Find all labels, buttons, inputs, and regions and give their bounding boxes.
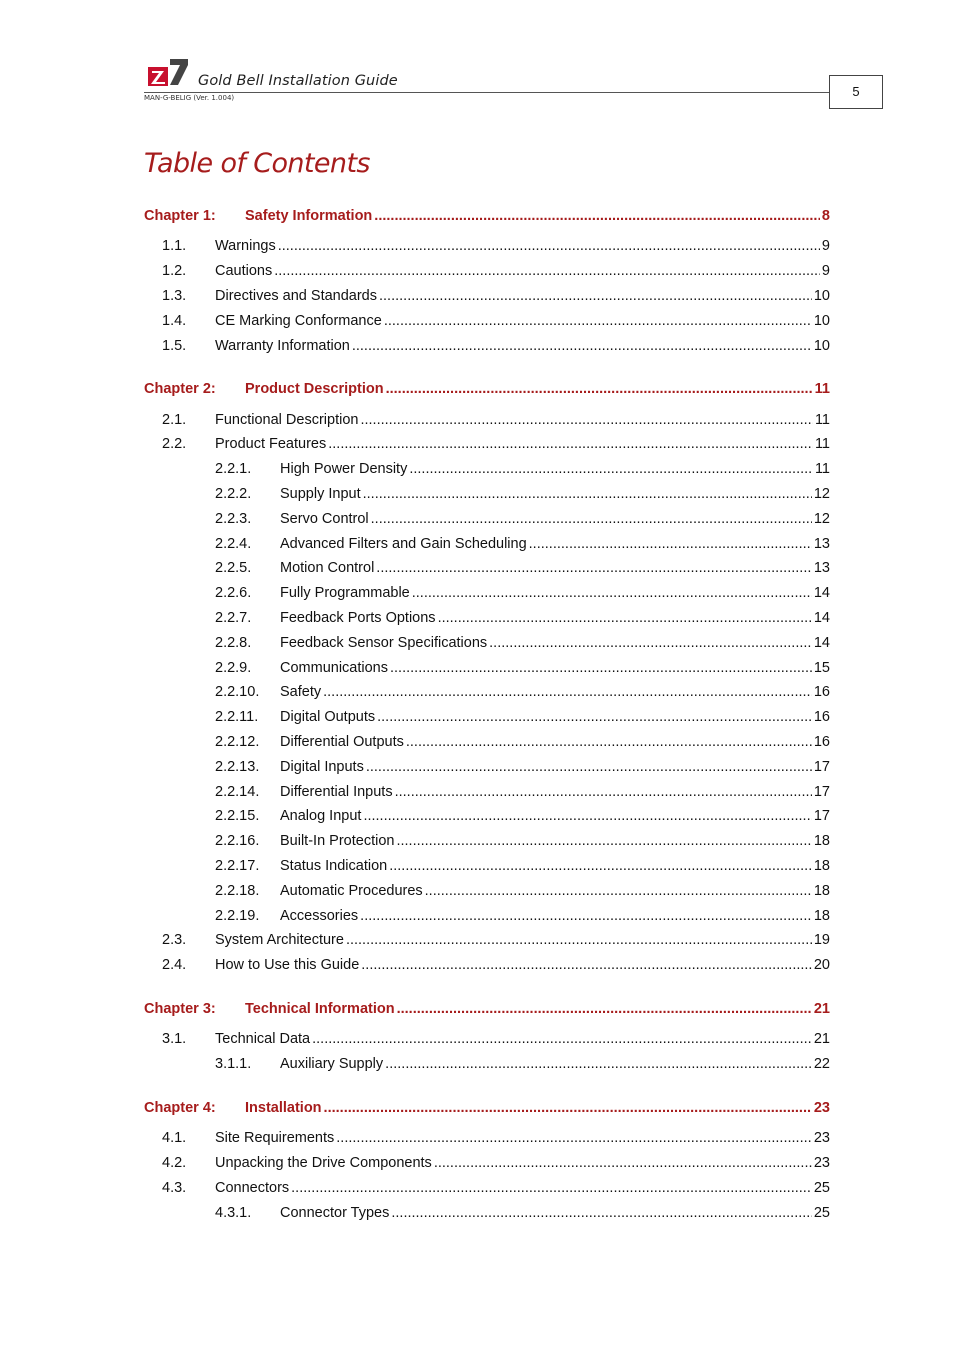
toc-entry[interactable] <box>144 704 830 726</box>
toc-dot-leader <box>274 262 820 280</box>
toc-entry-number: 2.2.10. <box>215 684 260 701</box>
toc-dot-leader <box>278 237 820 255</box>
toc-entry-title: Feedback Sensor Specifications <box>280 634 488 651</box>
toc-entry[interactable] <box>144 878 830 900</box>
toc-dot-leader <box>412 584 812 602</box>
page-number: 5 <box>829 75 883 109</box>
toc-entry-page: 18 <box>813 858 830 874</box>
toc-dot-leader <box>529 535 812 553</box>
toc-entry-page: 21 <box>813 1001 830 1017</box>
toc-entry-number: 2.2.5. <box>215 560 252 577</box>
toc-entry[interactable] <box>144 1200 830 1222</box>
toc-entry-page: 18 <box>813 882 830 899</box>
toc-entry-title: Analog Input <box>280 808 362 825</box>
toc-entry[interactable] <box>144 580 830 602</box>
toc-dot-leader <box>389 857 812 875</box>
toc-entry-number: 2.4. <box>162 957 187 974</box>
toc-entry-title: Automatic Procedures <box>280 882 423 899</box>
toc-entry-title: Accessories <box>280 907 359 924</box>
toc-entry-page: 13 <box>813 535 830 552</box>
toc-entry-page: 25 <box>813 1204 830 1221</box>
toc-entry-title: Status Indication <box>280 858 388 874</box>
toc-entry[interactable] <box>144 903 830 925</box>
toc-entry-title: System Architecture <box>215 932 344 949</box>
toc-entry-page: 16 <box>813 709 830 726</box>
toc-entry-title: Directives and Standards <box>215 287 377 304</box>
toc-entry-title: Cautions <box>215 263 273 280</box>
toc-entry-number: 2.1. <box>162 411 187 428</box>
toc-entry[interactable] <box>144 506 830 528</box>
toc-entry[interactable] <box>144 927 830 949</box>
toc-entry[interactable] <box>144 754 830 776</box>
toc-entry-page: 23 <box>813 1130 830 1147</box>
toc-entry-number: 2.2. <box>162 436 187 453</box>
toc-dot-leader <box>396 832 811 850</box>
toc-entry-number: 2.2.11. <box>215 709 259 726</box>
toc-entry-page: 23 <box>813 1099 830 1116</box>
toc-entry[interactable] <box>144 233 830 255</box>
toc-dot-leader <box>363 485 812 503</box>
toc-entry-page: 11 <box>814 381 830 398</box>
toc-entry-number: 3.1. <box>162 1031 187 1048</box>
toc-entry-title: Differential Inputs <box>280 783 393 800</box>
toc-entry-title: Technical Information <box>245 1001 395 1017</box>
toc-dot-leader <box>291 1179 812 1197</box>
toc-entry-number: 4.3. <box>162 1179 187 1196</box>
toc-entry-page: 16 <box>813 684 830 701</box>
toc-chapter-entry[interactable] <box>144 203 830 225</box>
toc-entry-title: Unpacking the Drive Components <box>215 1155 432 1171</box>
toc-entry-page: 11 <box>814 436 830 453</box>
toc-dot-leader <box>346 931 812 949</box>
toc-entry[interactable] <box>144 630 830 652</box>
toc-dot-leader <box>366 758 812 776</box>
toc-entry[interactable] <box>144 679 830 701</box>
toc-entry-page: 9 <box>821 238 830 255</box>
toc-entry[interactable] <box>144 407 830 429</box>
toc-entry-title: Safety <box>280 684 322 701</box>
toc-entry[interactable] <box>144 828 830 850</box>
toc-entry-number: 2.2.1. <box>215 461 252 478</box>
toc-entry-number: 2.2.6. <box>215 585 252 602</box>
toc-dot-leader <box>377 708 812 726</box>
toc-dot-leader <box>312 1030 812 1048</box>
toc-entry-page: 17 <box>813 758 830 775</box>
toc-dot-leader <box>371 510 812 528</box>
toc-dot-leader <box>360 411 812 429</box>
document-title: Gold Bell Installation Guide <box>198 73 398 89</box>
toc-entry-page: 15 <box>813 659 830 676</box>
toc-entry-title: Digital Inputs <box>280 758 364 775</box>
toc-dot-leader <box>352 337 812 355</box>
toc-dot-leader <box>374 207 820 225</box>
toc-entry-number: 1.2. <box>162 263 187 280</box>
toc-entry-title: Communications <box>280 659 388 676</box>
toc-entry-title: Supply Input <box>280 486 361 502</box>
toc-entry-number: Chapter 3: <box>144 1001 216 1017</box>
toc-entry[interactable] <box>144 1175 830 1197</box>
toc-dot-leader <box>438 609 812 627</box>
toc-entry-number: 2.2.12. <box>215 734 260 750</box>
toc-entry[interactable] <box>144 803 830 825</box>
toc-dot-leader <box>324 1099 812 1117</box>
toc-entry-page: 14 <box>813 585 830 602</box>
toc-dot-leader <box>391 1204 812 1222</box>
toc-entry[interactable] <box>144 456 830 478</box>
toc-dot-leader <box>397 1000 812 1018</box>
header-divider <box>144 92 829 93</box>
toc-entry-page: 20 <box>813 957 830 974</box>
toc-dot-leader <box>379 287 812 305</box>
toc-entry[interactable] <box>144 431 830 453</box>
toc-entry-title: How to Use this Guide <box>215 957 360 974</box>
toc-entry-title: Connectors <box>215 1179 290 1196</box>
toc-entry-title: Servo Control <box>280 510 369 527</box>
toc-dot-leader <box>385 1055 812 1073</box>
toc-dot-leader <box>395 783 812 801</box>
toc-entry[interactable] <box>144 1051 830 1073</box>
toc-entry-page: 10 <box>813 312 830 329</box>
toc-entry-number: 1.3. <box>162 287 187 304</box>
toc-chapter-entry[interactable] <box>144 1095 830 1117</box>
toc-entry-page: 19 <box>813 932 830 949</box>
toc-entry-page: 25 <box>813 1179 830 1196</box>
toc-entry[interactable] <box>144 283 830 305</box>
elmo-logo-icon <box>148 57 190 87</box>
toc-dot-leader <box>360 907 812 925</box>
toc-entry-page: 12 <box>813 510 830 527</box>
toc-chapter-entry[interactable] <box>144 376 830 398</box>
toc-entry-number: 2.2.15. <box>215 808 260 825</box>
toc-entry-title: Product Description <box>245 381 384 398</box>
toc-entry-title: CE Marking Conformance <box>215 312 382 329</box>
toc-chapter-entry[interactable] <box>144 996 830 1018</box>
toc-dot-leader <box>425 882 812 900</box>
toc-entry-page: 8 <box>821 208 830 224</box>
toc-entry-number: Chapter 1: <box>144 208 216 224</box>
toc-dot-leader <box>409 460 813 478</box>
toc-entry[interactable] <box>144 1125 830 1147</box>
toc-dot-leader <box>386 380 813 398</box>
toc-entry-number: Chapter 4: <box>144 1099 216 1116</box>
toc-entry-title: Differential Outputs <box>280 734 404 750</box>
toc-dot-leader <box>376 559 812 577</box>
toc-entry-number: 4.3.1. <box>215 1204 252 1221</box>
toc-entry-title: Built-In Protection <box>280 833 395 850</box>
toc-entry-page: 17 <box>813 783 830 800</box>
toc-entry-title: High Power Density <box>280 461 408 478</box>
toc-dot-leader <box>406 733 812 751</box>
toc-entry[interactable] <box>144 481 830 503</box>
toc-entry-number: 2.2.18. <box>215 882 260 899</box>
toc-entry-title: Site Requirements <box>215 1130 335 1147</box>
toc-entry-number: 2.2.17. <box>215 858 260 874</box>
toc-dot-leader <box>434 1154 812 1172</box>
toc-entry-page: 12 <box>813 486 830 502</box>
toc-entry[interactable] <box>144 258 830 280</box>
toc-dot-leader <box>363 807 811 825</box>
toc-entry[interactable] <box>144 333 830 355</box>
toc-entry-number: 4.1. <box>162 1130 187 1147</box>
toc-entry[interactable] <box>144 308 830 330</box>
toc-entry[interactable] <box>144 531 830 553</box>
toc-entry[interactable] <box>144 605 830 627</box>
toc-entry-number: 1.4. <box>162 312 187 329</box>
toc-entry-page: 16 <box>813 734 830 750</box>
toc-entry-number: 2.2.9. <box>215 659 252 676</box>
toc-entry-page: 10 <box>813 287 830 304</box>
toc-entry-page: 11 <box>814 461 830 478</box>
toc-entry-title: Product Features <box>215 436 327 453</box>
toc-entry-page: 10 <box>813 337 830 354</box>
toc-entry-title: Advanced Filters and Gain Scheduling <box>280 535 527 552</box>
toc-dot-leader <box>361 956 812 974</box>
toc-entry-page: 14 <box>813 610 830 626</box>
toc-entry[interactable] <box>144 779 830 801</box>
toc-entry-number: 2.2.16. <box>215 833 260 850</box>
toc-entry-page: 9 <box>821 263 830 280</box>
toc-entry-page: 18 <box>813 833 830 850</box>
toc-entry-title: Technical Data <box>215 1031 311 1048</box>
toc-entry-title: Connector Types <box>280 1204 390 1221</box>
toc-entry-title: Warnings <box>215 238 276 255</box>
document-version: MAN-G-BELIG (Ver. 1.004) <box>144 94 235 102</box>
toc-dot-leader <box>336 1129 812 1147</box>
toc-entry-title: Fully Programmable <box>280 585 410 602</box>
toc-dot-leader <box>390 659 812 677</box>
toc-entry-number: 2.3. <box>162 932 187 949</box>
toc-entry-number: 2.2.2. <box>215 486 252 502</box>
toc-dot-leader <box>384 312 812 330</box>
toc-entry-title: Motion Control <box>280 560 375 577</box>
toc-entry-title: Warranty Information <box>215 337 350 354</box>
toc-dot-leader <box>323 683 812 701</box>
toc-entry-title: Digital Outputs <box>280 709 376 726</box>
toc-entry[interactable] <box>144 853 830 875</box>
toc-entry[interactable] <box>144 952 830 974</box>
toc-entry[interactable] <box>144 729 830 751</box>
toc-entry-number: 2.2.14. <box>215 783 260 800</box>
toc-entry-number: 2.2.13. <box>215 758 260 775</box>
toc-entry-page: 21 <box>813 1031 830 1048</box>
toc-entry-page: 14 <box>813 634 830 651</box>
toc-entry-number: 2.2.4. <box>215 535 252 552</box>
toc-entry-number: 1.1. <box>162 238 187 255</box>
toc-entry-number: 2.2.7. <box>215 610 252 626</box>
toc-entry-page: 11 <box>814 411 830 428</box>
toc-entry-page: 22 <box>813 1056 830 1073</box>
toc-entry-page: 17 <box>813 808 830 825</box>
toc-entry[interactable] <box>144 1026 830 1048</box>
toc-entry-title: Auxiliary Supply <box>280 1056 384 1073</box>
toc-entry-number: 2.2.3. <box>215 510 252 527</box>
toc-entry[interactable] <box>144 1150 830 1172</box>
toc-entry-title: Functional Description <box>215 411 359 428</box>
toc-entry-number: 2.2.19. <box>215 907 260 924</box>
page-title: Table of Contents <box>144 148 370 179</box>
toc-dot-leader <box>328 435 813 453</box>
toc-entry[interactable] <box>144 655 830 677</box>
toc-entry[interactable] <box>144 555 830 577</box>
toc-entry-number: 1.5. <box>162 337 187 354</box>
toc-entry-page: 23 <box>813 1155 830 1171</box>
toc-entry-number: 2.2.8. <box>215 634 252 651</box>
toc-entry-number: 4.2. <box>162 1155 187 1171</box>
toc-entry-title: Installation <box>245 1099 322 1116</box>
toc-entry-title: Feedback Ports Options <box>280 610 436 626</box>
toc-entry-page: 13 <box>813 560 830 577</box>
toc-entry-page: 18 <box>813 907 830 924</box>
toc-entry-number: 3.1.1. <box>215 1056 252 1073</box>
toc-entry-title: Safety Information <box>245 208 373 224</box>
toc-entry-number: Chapter 2: <box>144 381 216 398</box>
toc-dot-leader <box>489 634 812 652</box>
